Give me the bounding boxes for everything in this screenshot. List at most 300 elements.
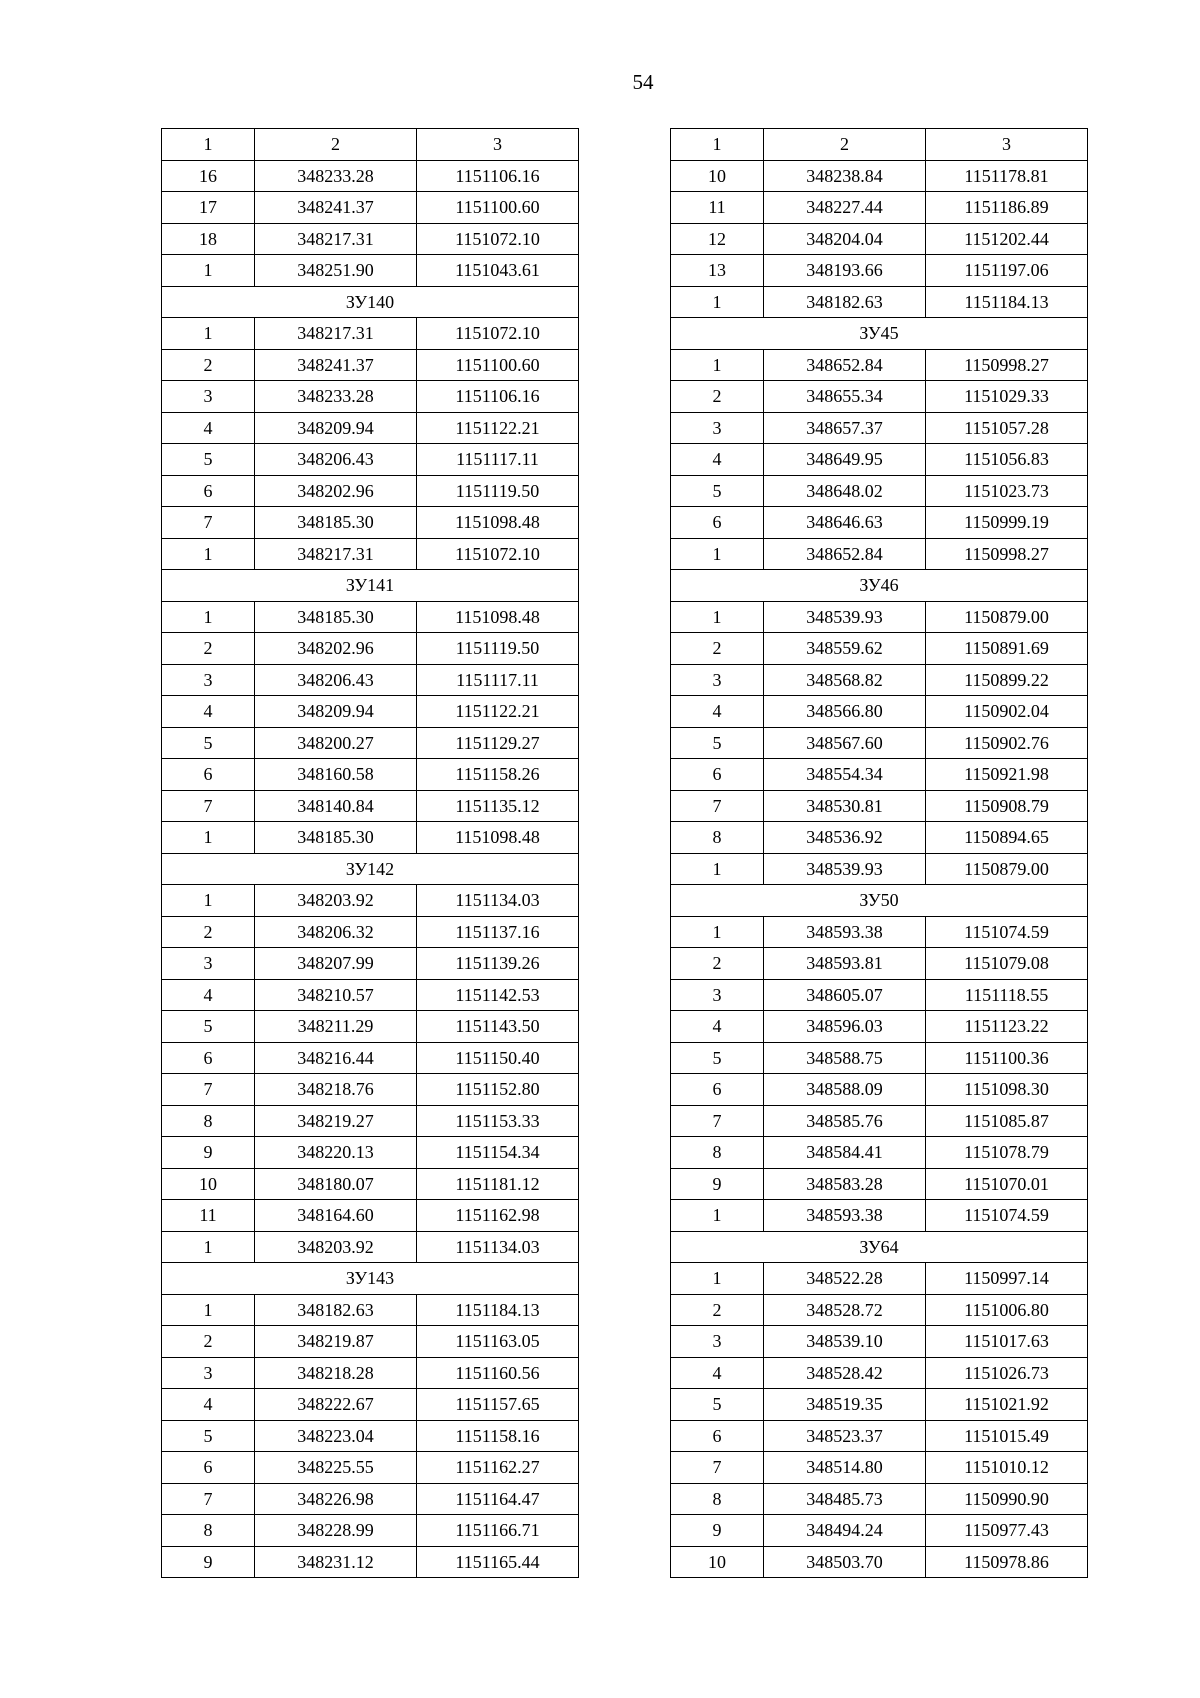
y-coordinate-cell: 1150908.79 [926, 790, 1088, 822]
table-row [671, 979, 1088, 1011]
y-coordinate-cell: 1151202.44 [926, 223, 1088, 255]
table-row [671, 1294, 1088, 1326]
point-number-cell: 4 [671, 696, 764, 728]
point-number-cell: 17 [162, 192, 255, 224]
x-coordinate-cell: 348227.44 [764, 192, 926, 224]
table-row [671, 507, 1088, 539]
point-number-cell: 12 [671, 223, 764, 255]
y-coordinate-cell: 1151122.21 [417, 412, 579, 444]
x-coordinate-cell: 348228.99 [255, 1515, 417, 1547]
y-coordinate-cell: 1151186.89 [926, 192, 1088, 224]
table-row [671, 1168, 1088, 1200]
table-row [671, 1326, 1088, 1358]
point-number-cell: 8 [162, 1515, 255, 1547]
x-coordinate-cell: 348202.96 [255, 475, 417, 507]
y-coordinate-cell: 1151043.61 [417, 255, 579, 287]
point-number-cell: 5 [671, 475, 764, 507]
x-coordinate-cell: 348655.34 [764, 381, 926, 413]
table-row [162, 1042, 579, 1074]
x-coordinate-cell: 348596.03 [764, 1011, 926, 1043]
y-coordinate-cell: 1151119.50 [417, 475, 579, 507]
point-number-cell: 6 [162, 475, 255, 507]
point-number-cell: 1 [671, 1263, 764, 1295]
x-coordinate-cell: 348583.28 [764, 1168, 926, 1200]
table-row [671, 255, 1088, 287]
column-header: 2 [255, 129, 417, 161]
table-row [162, 696, 579, 728]
table-row [162, 1137, 579, 1169]
y-coordinate-cell: 1151074.59 [926, 1200, 1088, 1232]
y-coordinate-cell: 1151134.03 [417, 1231, 579, 1263]
y-coordinate-cell: 1151181.12 [417, 1168, 579, 1200]
y-coordinate-cell: 1151135.12 [417, 790, 579, 822]
x-coordinate-cell: 348233.28 [255, 160, 417, 192]
point-number-cell: 1 [671, 853, 764, 885]
x-coordinate-cell: 348185.30 [255, 822, 417, 854]
point-number-cell: 1 [162, 1231, 255, 1263]
table-row [162, 1420, 579, 1452]
x-coordinate-cell: 348203.92 [255, 885, 417, 917]
point-number-cell: 4 [162, 696, 255, 728]
table-row [162, 1326, 579, 1358]
point-number-cell: 6 [162, 1042, 255, 1074]
y-coordinate-cell: 1150894.65 [926, 822, 1088, 854]
y-coordinate-cell: 1151100.36 [926, 1042, 1088, 1074]
y-coordinate-cell: 1151070.01 [926, 1168, 1088, 1200]
table-row [671, 633, 1088, 665]
y-coordinate-cell: 1151163.05 [417, 1326, 579, 1358]
point-number-cell: 4 [671, 1011, 764, 1043]
x-coordinate-cell: 348225.55 [255, 1452, 417, 1484]
y-coordinate-cell: 1150891.69 [926, 633, 1088, 665]
y-coordinate-cell: 1151072.10 [417, 318, 579, 350]
table-row [162, 381, 579, 413]
table-row [671, 1074, 1088, 1106]
point-number-cell: 1 [162, 822, 255, 854]
x-coordinate-cell: 348251.90 [255, 255, 417, 287]
x-coordinate-cell: 348207.99 [255, 948, 417, 980]
y-coordinate-cell: 1151106.16 [417, 160, 579, 192]
y-coordinate-cell: 1150902.04 [926, 696, 1088, 728]
x-coordinate-cell: 348648.02 [764, 475, 926, 507]
y-coordinate-cell: 1150997.14 [926, 1263, 1088, 1295]
y-coordinate-cell: 1151023.73 [926, 475, 1088, 507]
point-number-cell: 16 [162, 160, 255, 192]
table-row [671, 475, 1088, 507]
section-row [162, 570, 579, 602]
y-coordinate-cell: 1150998.27 [926, 538, 1088, 570]
point-number-cell: 9 [671, 1168, 764, 1200]
y-coordinate-cell: 1151184.13 [926, 286, 1088, 318]
point-number-cell: 1 [671, 538, 764, 570]
x-coordinate-cell: 348206.32 [255, 916, 417, 948]
point-number-cell: 6 [671, 507, 764, 539]
x-coordinate-cell: 348216.44 [255, 1042, 417, 1074]
x-coordinate-cell: 348568.82 [764, 664, 926, 696]
table-row [671, 1452, 1088, 1484]
section-title: ЗУ142 [162, 853, 579, 885]
x-coordinate-cell: 348226.98 [255, 1483, 417, 1515]
point-number-cell: 11 [671, 192, 764, 224]
section-title: ЗУ143 [162, 1263, 579, 1295]
x-coordinate-cell: 348584.41 [764, 1137, 926, 1169]
y-coordinate-cell: 1151072.10 [417, 223, 579, 255]
y-coordinate-cell: 1150879.00 [926, 601, 1088, 633]
y-coordinate-cell: 1151010.12 [926, 1452, 1088, 1484]
x-coordinate-cell: 348217.31 [255, 318, 417, 350]
y-coordinate-cell: 1150899.22 [926, 664, 1088, 696]
point-number-cell: 3 [671, 664, 764, 696]
table-row [162, 349, 579, 381]
table-row [671, 1546, 1088, 1578]
x-coordinate-cell: 348523.37 [764, 1420, 926, 1452]
point-number-cell: 5 [162, 1420, 255, 1452]
y-coordinate-cell: 1151074.59 [926, 916, 1088, 948]
header-row [162, 129, 579, 161]
table-row [671, 160, 1088, 192]
x-coordinate-cell: 348231.12 [255, 1546, 417, 1578]
point-number-cell: 2 [671, 948, 764, 980]
x-coordinate-cell: 348206.43 [255, 664, 417, 696]
y-coordinate-cell: 1151117.11 [417, 444, 579, 476]
x-coordinate-cell: 348588.09 [764, 1074, 926, 1106]
point-number-cell: 6 [671, 1074, 764, 1106]
y-coordinate-cell: 1151123.22 [926, 1011, 1088, 1043]
y-coordinate-cell: 1151160.56 [417, 1357, 579, 1389]
point-number-cell: 8 [671, 1483, 764, 1515]
y-coordinate-cell: 1151178.81 [926, 160, 1088, 192]
point-number-cell: 5 [671, 727, 764, 759]
table-row [671, 444, 1088, 476]
x-coordinate-cell: 348218.28 [255, 1357, 417, 1389]
x-coordinate-cell: 348209.94 [255, 696, 417, 728]
y-coordinate-cell: 1151029.33 [926, 381, 1088, 413]
table-row [671, 1200, 1088, 1232]
column-header: 1 [162, 129, 255, 161]
point-number-cell: 1 [671, 286, 764, 318]
y-coordinate-cell: 1151164.47 [417, 1483, 579, 1515]
x-coordinate-cell: 348539.93 [764, 853, 926, 885]
x-coordinate-cell: 348567.60 [764, 727, 926, 759]
table-row [671, 1483, 1088, 1515]
table-row [162, 444, 579, 476]
point-number-cell: 4 [162, 979, 255, 1011]
x-coordinate-cell: 348514.80 [764, 1452, 926, 1484]
x-coordinate-cell: 348209.94 [255, 412, 417, 444]
x-coordinate-cell: 348585.76 [764, 1105, 926, 1137]
x-coordinate-cell: 348241.37 [255, 192, 417, 224]
y-coordinate-cell: 1151157.65 [417, 1389, 579, 1421]
y-coordinate-cell: 1151158.16 [417, 1420, 579, 1452]
point-number-cell: 5 [671, 1042, 764, 1074]
x-coordinate-cell: 348605.07 [764, 979, 926, 1011]
table-row [671, 1515, 1088, 1547]
table-row [162, 1546, 579, 1578]
column-header: 3 [926, 129, 1088, 161]
x-coordinate-cell: 348140.84 [255, 790, 417, 822]
x-coordinate-cell: 348219.27 [255, 1105, 417, 1137]
point-number-cell: 1 [162, 1294, 255, 1326]
y-coordinate-cell: 1151142.53 [417, 979, 579, 1011]
point-number-cell: 4 [162, 412, 255, 444]
x-coordinate-cell: 348652.84 [764, 538, 926, 570]
point-number-cell: 1 [162, 538, 255, 570]
point-number-cell: 3 [162, 948, 255, 980]
table-row [671, 1011, 1088, 1043]
x-coordinate-cell: 348211.29 [255, 1011, 417, 1043]
point-number-cell: 3 [162, 664, 255, 696]
table-row [162, 664, 579, 696]
point-number-cell: 1 [162, 885, 255, 917]
x-coordinate-cell: 348539.93 [764, 601, 926, 633]
y-coordinate-cell: 1151117.11 [417, 664, 579, 696]
table-row [671, 412, 1088, 444]
point-number-cell: 1 [671, 1200, 764, 1232]
point-number-cell: 3 [162, 1357, 255, 1389]
table-row [162, 822, 579, 854]
point-number-cell: 1 [671, 601, 764, 633]
y-coordinate-cell: 1151154.34 [417, 1137, 579, 1169]
point-number-cell: 11 [162, 1200, 255, 1232]
table-row [162, 1515, 579, 1547]
point-number-cell: 2 [671, 381, 764, 413]
x-coordinate-cell: 348528.42 [764, 1357, 926, 1389]
point-number-cell: 2 [162, 633, 255, 665]
x-coordinate-cell: 348657.37 [764, 412, 926, 444]
y-coordinate-cell: 1151119.50 [417, 633, 579, 665]
point-number-cell: 7 [162, 507, 255, 539]
x-coordinate-cell: 348182.63 [764, 286, 926, 318]
point-number-cell: 1 [671, 916, 764, 948]
table-row [671, 948, 1088, 980]
x-coordinate-cell: 348203.92 [255, 1231, 417, 1263]
table-row [162, 948, 579, 980]
section-title: ЗУ64 [671, 1231, 1088, 1263]
table-row [671, 727, 1088, 759]
table-row [162, 1168, 579, 1200]
y-coordinate-cell: 1151118.55 [926, 979, 1088, 1011]
table-row [671, 1137, 1088, 1169]
x-coordinate-cell: 348217.31 [255, 538, 417, 570]
point-number-cell: 9 [671, 1515, 764, 1547]
table-row [671, 790, 1088, 822]
table-row [162, 412, 579, 444]
y-coordinate-cell: 1151122.21 [417, 696, 579, 728]
table-row [162, 1074, 579, 1106]
x-coordinate-cell: 348180.07 [255, 1168, 417, 1200]
y-coordinate-cell: 1151079.08 [926, 948, 1088, 980]
table-row [162, 1231, 579, 1263]
table-row [162, 759, 579, 791]
section-row [671, 318, 1088, 350]
x-coordinate-cell: 348164.60 [255, 1200, 417, 1232]
point-number-cell: 2 [671, 633, 764, 665]
table-row [671, 1420, 1088, 1452]
coordinates-table-left [161, 128, 579, 1578]
point-number-cell: 3 [671, 412, 764, 444]
table-row [671, 601, 1088, 633]
point-number-cell: 7 [162, 1074, 255, 1106]
point-number-cell: 9 [162, 1137, 255, 1169]
point-number-cell: 5 [671, 1389, 764, 1421]
x-coordinate-cell: 348485.73 [764, 1483, 926, 1515]
table-row [671, 223, 1088, 255]
x-coordinate-cell: 348238.84 [764, 160, 926, 192]
x-coordinate-cell: 348193.66 [764, 255, 926, 287]
y-coordinate-cell: 1151166.71 [417, 1515, 579, 1547]
y-coordinate-cell: 1151100.60 [417, 192, 579, 224]
point-number-cell: 6 [162, 759, 255, 791]
section-title: ЗУ45 [671, 318, 1088, 350]
x-coordinate-cell: 348528.72 [764, 1294, 926, 1326]
column-header: 2 [764, 129, 926, 161]
x-coordinate-cell: 348185.30 [255, 507, 417, 539]
point-number-cell: 4 [671, 1357, 764, 1389]
point-number-cell: 8 [671, 1137, 764, 1169]
point-number-cell: 4 [671, 444, 764, 476]
y-coordinate-cell: 1150999.19 [926, 507, 1088, 539]
section-row [671, 570, 1088, 602]
point-number-cell: 10 [671, 1546, 764, 1578]
table-row [162, 1011, 579, 1043]
table-row [162, 790, 579, 822]
point-number-cell: 6 [162, 1452, 255, 1484]
y-coordinate-cell: 1151015.49 [926, 1420, 1088, 1452]
coordinates-table-right [670, 128, 1088, 1578]
y-coordinate-cell: 1150998.27 [926, 349, 1088, 381]
x-coordinate-cell: 348217.31 [255, 223, 417, 255]
x-coordinate-cell: 348202.96 [255, 633, 417, 665]
table-row [162, 507, 579, 539]
table-row [162, 1357, 579, 1389]
point-number-cell: 10 [671, 160, 764, 192]
table-row [162, 633, 579, 665]
point-number-cell: 7 [162, 1483, 255, 1515]
y-coordinate-cell: 1151162.98 [417, 1200, 579, 1232]
x-coordinate-cell: 348593.38 [764, 916, 926, 948]
point-number-cell: 1 [671, 349, 764, 381]
y-coordinate-cell: 1151098.48 [417, 822, 579, 854]
y-coordinate-cell: 1151129.27 [417, 727, 579, 759]
point-number-cell: 1 [162, 318, 255, 350]
table-row [162, 318, 579, 350]
x-coordinate-cell: 348222.67 [255, 1389, 417, 1421]
y-coordinate-cell: 1151098.30 [926, 1074, 1088, 1106]
point-number-cell: 1 [162, 601, 255, 633]
table-row [162, 192, 579, 224]
y-coordinate-cell: 1151153.33 [417, 1105, 579, 1137]
y-coordinate-cell: 1151197.06 [926, 255, 1088, 287]
x-coordinate-cell: 348503.70 [764, 1546, 926, 1578]
x-coordinate-cell: 348530.81 [764, 790, 926, 822]
x-coordinate-cell: 348233.28 [255, 381, 417, 413]
x-coordinate-cell: 348536.92 [764, 822, 926, 854]
table-row [162, 916, 579, 948]
point-number-cell: 2 [162, 916, 255, 948]
point-number-cell: 13 [671, 255, 764, 287]
point-number-cell: 3 [671, 1326, 764, 1358]
x-coordinate-cell: 348494.24 [764, 1515, 926, 1547]
x-coordinate-cell: 348559.62 [764, 633, 926, 665]
x-coordinate-cell: 348593.81 [764, 948, 926, 980]
point-number-cell: 3 [671, 979, 764, 1011]
y-coordinate-cell: 1151100.60 [417, 349, 579, 381]
point-number-cell: 7 [671, 790, 764, 822]
table-row [162, 601, 579, 633]
table-row [162, 1389, 579, 1421]
y-coordinate-cell: 1150977.43 [926, 1515, 1088, 1547]
point-number-cell: 6 [671, 759, 764, 791]
y-coordinate-cell: 1151106.16 [417, 381, 579, 413]
y-coordinate-cell: 1151056.83 [926, 444, 1088, 476]
table-row [162, 979, 579, 1011]
point-number-cell: 6 [671, 1420, 764, 1452]
section-title: ЗУ50 [671, 885, 1088, 917]
table-row [671, 349, 1088, 381]
y-coordinate-cell: 1151165.44 [417, 1546, 579, 1578]
y-coordinate-cell: 1150902.76 [926, 727, 1088, 759]
x-coordinate-cell: 348646.63 [764, 507, 926, 539]
section-row [162, 286, 579, 318]
x-coordinate-cell: 348185.30 [255, 601, 417, 633]
x-coordinate-cell: 348160.58 [255, 759, 417, 791]
table-row [671, 759, 1088, 791]
table-row [671, 1263, 1088, 1295]
table-row [162, 160, 579, 192]
y-coordinate-cell: 1151162.27 [417, 1452, 579, 1484]
table-row [162, 475, 579, 507]
table-row [671, 853, 1088, 885]
y-coordinate-cell: 1150879.00 [926, 853, 1088, 885]
table-row [162, 1452, 579, 1484]
section-title: ЗУ46 [671, 570, 1088, 602]
y-coordinate-cell: 1151184.13 [417, 1294, 579, 1326]
x-coordinate-cell: 348206.43 [255, 444, 417, 476]
x-coordinate-cell: 348519.35 [764, 1389, 926, 1421]
y-coordinate-cell: 1151057.28 [926, 412, 1088, 444]
y-coordinate-cell: 1151017.63 [926, 1326, 1088, 1358]
table-row [671, 381, 1088, 413]
column-header: 3 [417, 129, 579, 161]
section-title: ЗУ140 [162, 286, 579, 318]
table-row [162, 1294, 579, 1326]
section-row [671, 1231, 1088, 1263]
y-coordinate-cell: 1151137.16 [417, 916, 579, 948]
y-coordinate-cell: 1150921.98 [926, 759, 1088, 791]
x-coordinate-cell: 348649.95 [764, 444, 926, 476]
y-coordinate-cell: 1151143.50 [417, 1011, 579, 1043]
x-coordinate-cell: 348554.34 [764, 759, 926, 791]
x-coordinate-cell: 348241.37 [255, 349, 417, 381]
table-row [671, 1105, 1088, 1137]
table-row [671, 822, 1088, 854]
point-number-cell: 5 [162, 727, 255, 759]
point-number-cell: 7 [671, 1452, 764, 1484]
table-row [162, 885, 579, 917]
table-row [671, 1389, 1088, 1421]
point-number-cell: 7 [162, 790, 255, 822]
x-coordinate-cell: 348210.57 [255, 979, 417, 1011]
x-coordinate-cell: 348539.10 [764, 1326, 926, 1358]
y-coordinate-cell: 1151098.48 [417, 601, 579, 633]
x-coordinate-cell: 348182.63 [255, 1294, 417, 1326]
point-number-cell: 7 [671, 1105, 764, 1137]
table-row [162, 1105, 579, 1137]
table-row [671, 286, 1088, 318]
y-coordinate-cell: 1151006.80 [926, 1294, 1088, 1326]
table-row [671, 1357, 1088, 1389]
y-coordinate-cell: 1151134.03 [417, 885, 579, 917]
